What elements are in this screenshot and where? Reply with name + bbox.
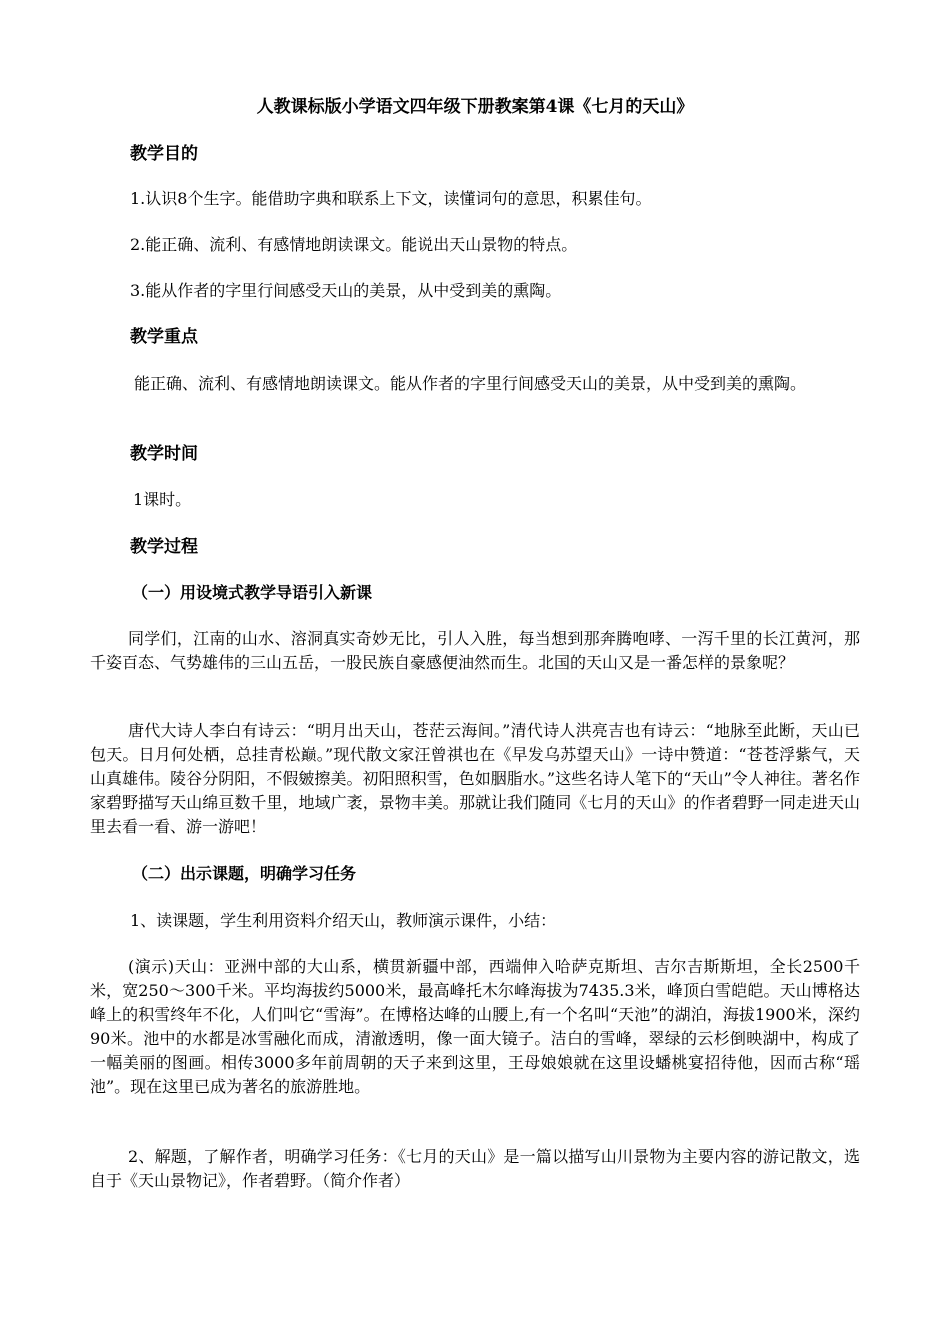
objectives-heading: 教学目的 <box>130 144 198 164</box>
process-heading: 教学过程 <box>130 537 198 557</box>
part2-step-1: 1、读课题，学生利用资料介绍天山，教师演示课件，小结： <box>130 911 557 930</box>
part2-heading: （二）出示课题，明确学习任务 <box>132 864 357 883</box>
objective-item-2: 2.能正确、流利、有感情地朗读课文。能说出天山景物的特点。 <box>130 235 578 254</box>
part2-step-2: 2、解题，了解作者，明确学习任务：《七月的天山》是一篇以描写山川景物为主要内容的游记散文，选自于《天山景物记》，作者碧野。（简介作者） <box>90 1147 860 1190</box>
part1-paragraph-2: 唐代大诗人李白有诗云：“明月出天山，苍茫云海间。”清代诗人洪亮吉也有诗云：“地脉至此断，天山已包天。日月何处栖，总挂青松巅。”现代散文家汪曾祺也在《早发乌苏望天山》一诗中赞道：“苍苍浮紫气，天山真雄伟。陵谷分阴阳，不假皴擦美。初阳照积雪，色如胭脂水。”这些名诗人笔下的“天山”令人神往。著名作家碧野描写天山绵亘数千里，地域广袤，景物丰美。那就让我们随同《七月的天山》的作者碧野一同走进天山里去看一看、游一游吧！ <box>90 721 860 836</box>
part1-paragraph-1: 同学们，江南的山水、溶洞真实奇妙无比，引人入胜，每当想到那奔腾咆哮、一泻千里的长江黄河，那千姿百态、气势雄伟的三山五岳，一股民族自豪感便油然而生。北国的天山又是一番怎样的景象呢？ <box>90 629 860 672</box>
objective-item-1: 1.认识8个生字。能借助字典和联系上下文，读懂词句的意思，积累佳句。 <box>130 189 652 208</box>
document-title: 人教课标版小学语文四年级下册教案第4课《七月的天山》 <box>256 97 694 117</box>
part2-demo-paragraph: (演示)天山：亚洲中部的大山系，横贯新疆中部，西端伸入哈萨克斯坦、吉尔吉斯斯坦，全长2500千米，宽250～300千米。平均海拔约5000米，最高峰托木尔峰海拔为7435.3米，峰顶白雪皑皑。天山博格达峰上的积雪终年不化，人们叫它“雪海”。在博格达峰的山腰上,有一个名叫“天池”的湖泊，海拔1900米，深约90米。池中的水都是冰雪融化而成，清澈透明，像一面大镜子。洁白的雪峰，翠绿的云杉倒映湖中，构成了一幅美丽的图画。相传3000多年前周朝的天子来到这里，王母娘娘就在这里设蟠桃宴招待他，因而古称“瑶池”。现在这里已成为著名的旅游胜地。 <box>90 957 860 1096</box>
time-text: 1课时。 <box>133 490 192 509</box>
focus-text: 能正确、流利、有感情地朗读课文。能从作者的字里行间感受天山的美景，从中受到美的熏陶。 <box>134 374 807 393</box>
time-heading: 教学时间 <box>130 444 198 464</box>
focus-heading: 教学重点 <box>130 327 198 347</box>
objective-item-3: 3.能从作者的字里行间感受天山的美景，从中受到美的熏陶。 <box>130 281 562 300</box>
part1-heading: （一）用设境式教学导语引入新课 <box>132 583 373 602</box>
